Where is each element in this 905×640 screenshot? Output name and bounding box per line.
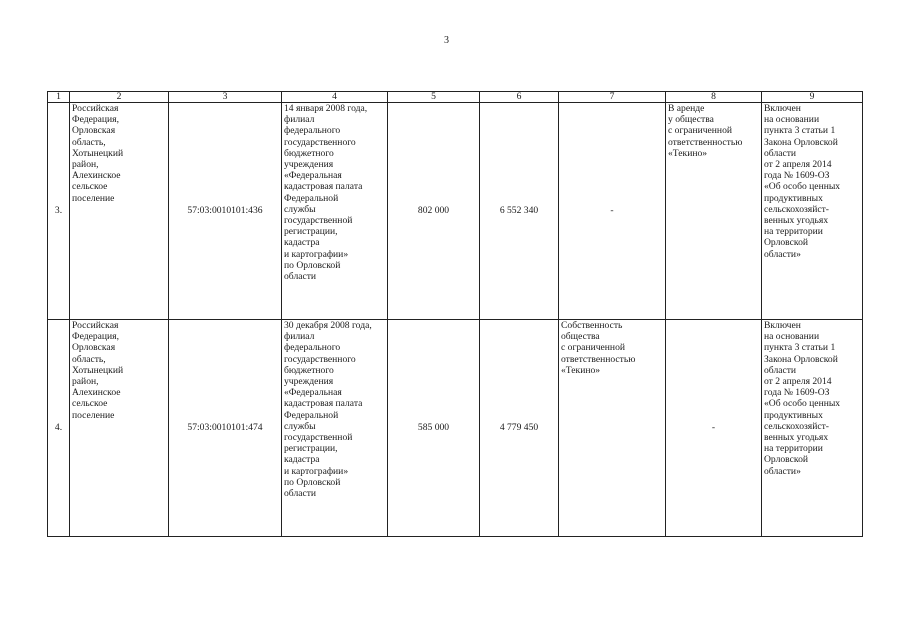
basis-text: Включен на основании пункта 3 статьи 1 Закона Орловской области от 2 апреля 2014 года № 1609-ОЗ «Об особо ценных продуктивных сельскохозяйст- венных угодьях на территории Орловской области» [764,320,841,477]
row-number: 4. [48,320,70,537]
ownership-cell [559,320,666,537]
ownership-text: Собственность общества с ограниченной ответственностью «Текино» [561,320,636,376]
location-text: Российская Федерация, Орловская область, Хотынецкий район, Алехинское сельское поселение [72,103,124,204]
location-cell [70,320,169,537]
table-row [48,103,863,320]
basis-text: Включен на основании пункта 3 статьи 1 Закона Орловской области от 2 апреля 2014 года № 1609-ОЗ «Об особо ценных продуктивных сельскохозяйст- венных угодьях на территории Орловской области» [764,103,841,260]
ownership-cell: - [559,103,666,320]
column-number: 5 [388,92,480,103]
location-text: Российская Федерация, Орловская область, Хотынецкий район, Алехинское сельское поселение [72,320,124,421]
cadastral-number: 57:03:0010101:436 [169,103,282,320]
column-number: 1 [48,92,70,103]
row-number: 3. [48,103,70,320]
registration-text: 30 декабря 2008 года, филиал федерального государственного бюджетного учреждения «Федеральная кадастровая палата Федеральной службы государственной регистрации, кадастра и картографии» по Орловской области [284,320,372,500]
column-number: 8 [666,92,762,103]
column-number: 3 [169,92,282,103]
basis-cell [762,103,863,320]
page-number: 3 [444,35,449,46]
registration-cell [282,320,388,537]
registration-cell [282,103,388,320]
cadastral-value: 6 552 340 [480,103,559,320]
cadastral-number: 57:03:0010101:474 [169,320,282,537]
cadastral-value: 4 779 450 [480,320,559,537]
column-number-row [48,92,863,103]
location-cell [70,103,169,320]
column-number: 9 [762,92,863,103]
column-number: 4 [282,92,388,103]
column-number: 7 [559,92,666,103]
table-row [48,320,863,537]
column-number: 6 [480,92,559,103]
registration-text: 14 января 2008 года, филиал федерального государственного бюджетного учреждения «Федеральная кадастровая палата Федеральной службы государственной регистрации, кадастра и картографии» по Орловской области [284,103,368,283]
column-number: 2 [70,92,169,103]
encumbrance-text: В аренде у общества с ограниченной ответственностью «Текино» [668,103,743,159]
land-plots-table [47,91,863,537]
basis-cell [762,320,863,537]
area-value: 585 000 [388,320,480,537]
area-value: 802 000 [388,103,480,320]
encumbrance-cell: - [666,320,762,537]
encumbrance-cell [666,103,762,320]
